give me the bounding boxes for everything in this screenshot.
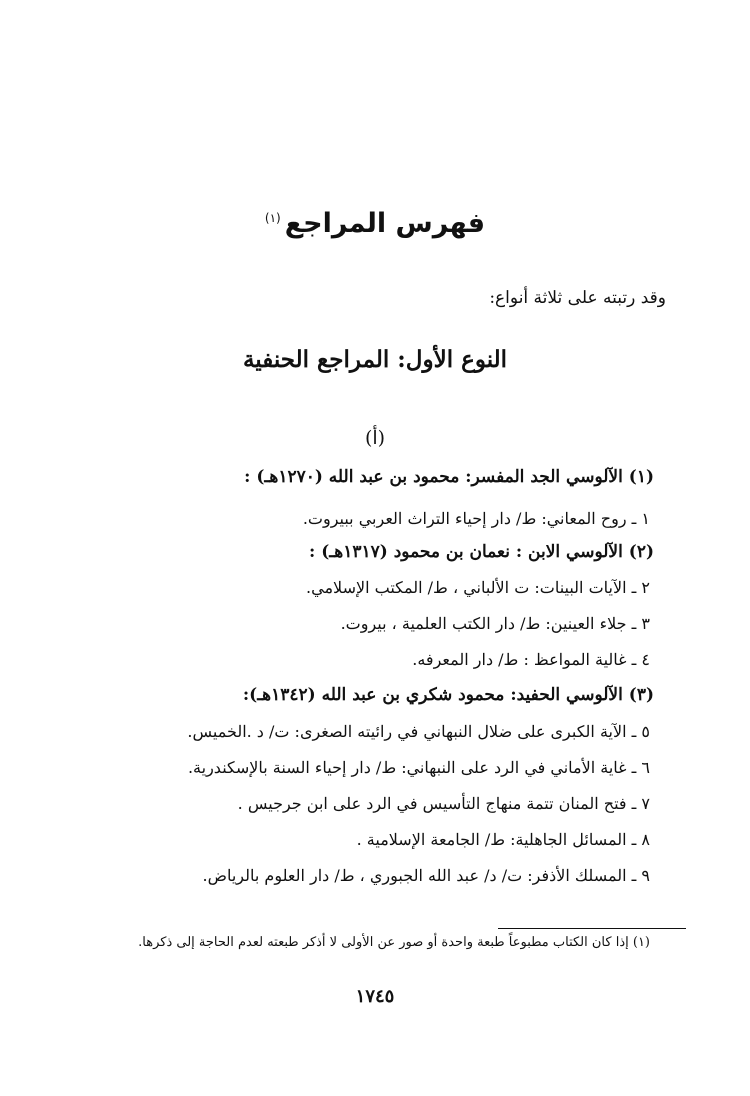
- author-heading-1: (١) الآلوسي الجد المفسر: محمود بن عبد الله (١٢٧٠هـ) :: [244, 467, 654, 487]
- reference-item-5: ٥ ـ الآية الكبرى على ضلال النبهاني في رائيته الصغرى: ت/ د .الخميس.: [187, 722, 650, 741]
- reference-item-9: ٩ ـ المسلك الأذفر: ت/ د/ عبد الله الجبوري ، ط/ دار العلوم بالرياض.: [202, 866, 650, 885]
- page-title: [0, 200, 750, 242]
- reference-item-4: ٤ ـ غالية المواعظ : ط/ دار المعرفه.: [412, 650, 650, 669]
- reference-item-7: ٧ ـ فتح المنان تتمة منهاج التأسيس في الرد على ابن جرجيس .: [237, 794, 650, 813]
- title-text: فهرس المراجع: [284, 208, 486, 239]
- intro-text: وقد رتبته على ثلاثة أنواع:: [489, 288, 666, 308]
- section-title: النوع الأول: المراجع الحنفية: [242, 346, 508, 373]
- page-number: ١٧٤٥: [355, 986, 395, 1007]
- letter-heading: (أ): [364, 427, 386, 449]
- footnote: (١) إذا كان الكتاب مطبوعاً طبعة واحدة أو صور عن الأولى لا أذكر طبعته لعدم الحاجة إلى ذكرها.: [138, 935, 650, 950]
- author-heading-2: (٢) الآلوسي الابن : نعمان بن محمود (١٣١٧هـ) :: [309, 542, 654, 562]
- author-heading-3: (٣) الآلوسي الحفيد: محمود شكري بن عبد الله (١٣٤٢هـ):: [242, 685, 654, 705]
- title-footnote-marker: (١): [264, 211, 281, 225]
- reference-item-8: ٨ ـ المسائل الجاهلية: ط/ الجامعة الإسلامية .: [356, 830, 650, 849]
- reference-item-6: ٦ ـ غاية الأماني في الرد على النبهاني: ط/ دار إحياء السنة بالإسكندرية.: [187, 758, 650, 777]
- footnote-separator: [498, 928, 686, 929]
- reference-item-3: ٣ ـ جلاء العينين: ط/ دار الكتب العلمية ، بيروت.: [340, 614, 650, 633]
- reference-item-2: ٢ ـ الآيات البينات: ت الألباني ، ط/ المكتب الإسلامي.: [306, 578, 650, 597]
- reference-item-1: ١ ـ روح المعاني: ط/ دار إحياء التراث العربي ببيروت.: [302, 509, 650, 528]
